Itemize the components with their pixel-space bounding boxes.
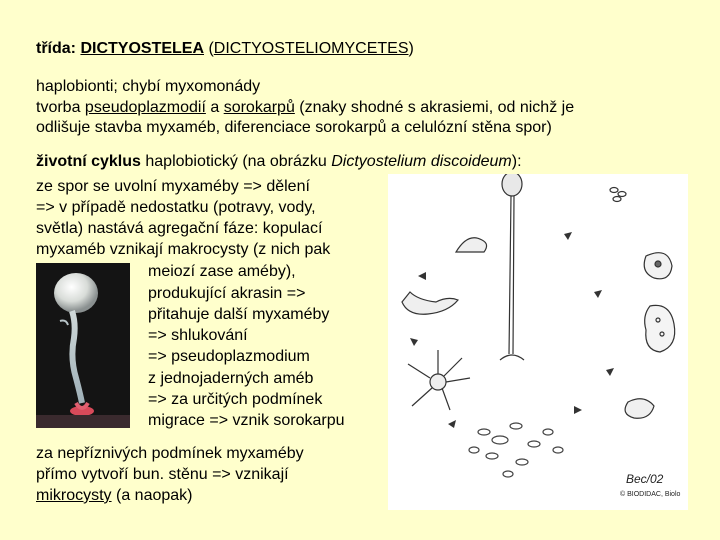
microcyst-link[interactable]: mikrocysty [36, 487, 112, 504]
description-line: myxaméb vznikají makrocysty (z nich pak [36, 241, 331, 258]
bottom-line: přímo vytvoří bun. stěnu => vznikají [36, 466, 289, 483]
intro-line-3: odlišuje stavba myxaméb, diferenciace sorokarpů a celulózní stěna spor) [36, 119, 552, 136]
species-name: Dictyostelium discoideum [331, 153, 512, 170]
pseudoplasmodium-link[interactable]: pseudoplazmodií [84, 99, 206, 116]
title-open-paren: ( [204, 40, 214, 57]
description-line: produkující akrasin => [148, 285, 306, 302]
intro-text: (znaky shodné s akrasiemi, od nichž je [294, 99, 575, 116]
description-line: z jednojaderných améb [148, 370, 314, 387]
description-line: => v případě nedostatku (potravy, vody, [36, 199, 316, 216]
bottom-text: (a naopak) [111, 487, 193, 504]
intro-text: tvorba [36, 99, 85, 116]
life-cycle-diagram [388, 174, 688, 510]
title-alt-link[interactable]: DICTYOSTELIOMYCETES [213, 40, 409, 57]
life-cycle-text: haplobiotický (na obrázku [140, 153, 332, 170]
description-line: => shlukování [148, 327, 248, 344]
life-cycle-text: ): [511, 153, 522, 170]
intro-line-2 [36, 97, 574, 118]
diagram-copyright: © BIODIDAC, Biolo [620, 491, 681, 498]
intro-line-1: haplobionti; chybí myxomonády [36, 78, 261, 95]
description-line: migrace => vznik sorokarpu [148, 412, 345, 429]
description-line: přitahuje další myxaméby [148, 306, 330, 323]
description-line: světla) nastává agregační fáze: kopulací [36, 220, 323, 237]
title-close-paren: ) [408, 40, 414, 57]
title-class-link[interactable]: DICTYOSTELEA [80, 40, 205, 57]
bottom-line-last [36, 485, 193, 506]
bottom-line: za nepříznivých podmínek myxaméby [36, 445, 304, 462]
life-cycle-illustration [388, 174, 688, 510]
slide-title [36, 38, 414, 59]
sorocarp-link[interactable]: sorokarpů [223, 99, 295, 116]
description-line: ze spor se uvolní myxaméby => dělení [36, 178, 310, 195]
description-line: => za určitých podmínek [148, 391, 323, 408]
life-cycle-heading: životní cyklus [36, 153, 141, 170]
dictyostelium-photo [36, 263, 130, 428]
description-line: meiozí zase améby), [148, 263, 296, 280]
life-cycle-line [36, 151, 522, 172]
diagram-signature: Bec/02 [626, 472, 664, 486]
intro-text: a [205, 99, 224, 116]
description-line: => pseudoplazmodium [148, 348, 310, 365]
title-prefix: třída: [36, 40, 76, 57]
fruiting-body-photo-graphic [36, 263, 130, 428]
